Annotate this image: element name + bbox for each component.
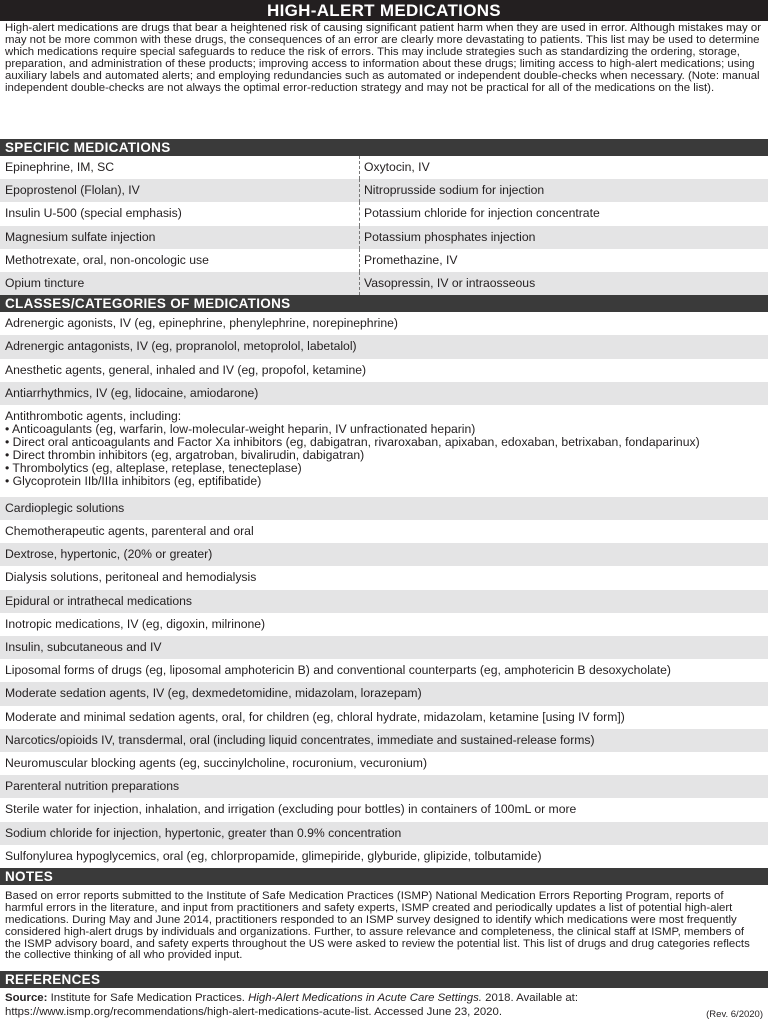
class-row-antithrombotic <box>0 405 768 497</box>
specific-medications-heading: SPECIFIC MEDICATIONS <box>0 139 768 156</box>
specific-med-right: Nitroprusside sodium for injection <box>359 179 768 202</box>
notes-paragraph: Based on error reports submitted to the Institute of Safe Medication Practices (ISMP) National Medication Errors Reporting Program, reports of harmful errors in the literature, and input from practitioners and safety experts, ISMP created and periodically updates a list of potential high-alert medications. During May and June 2014, practitioners responded to an ISMP survey designed to identify which medications were most frequently considered high-alert drugs by individuals and organizations. Further, to assure relevance and completeness, the clinical staff at ISMP, members of the ISMP advisory board, and safety experts throughout the US were asked to review the potential list. This list of drugs and drug categories reflects the collective thinking of all who provided input. <box>5 889 750 962</box>
class-row: Chemotherapeutic agents, parenteral and oral <box>5 524 254 539</box>
class-row: Insulin, subcutaneous and IV <box>0 636 768 659</box>
class-row: Sodium chloride for injection, hypertonic, greater than 0.9% concentration <box>0 822 768 845</box>
intro-paragraph: High-alert medications are drugs that bear a heightened risk of causing significant patient harm when they are used in error. Although mistakes may or may not be more common with these drugs, the consequences of an error are clearly more devastating to patients. This list may be used to determine which medications require special safeguards to reduce the risk of errors. This may include strategies such as standardizing the ordering, storage, preparation, and administration of these products; improving access to information about these drugs; limiting access to high-alert medications; using auxiliary labels and automated alerts; and employing redundancies such as automated or independent double-checks when necessary. (Note: manual independent double-checks are not always the optimal error-reduction strategy and may not be practical for all of the medications on the list). <box>5 22 761 94</box>
class-row: Anesthetic agents, general, inhaled and IV (eg, propofol, ketamine) <box>5 362 367 377</box>
antithrombotic-bullet: • Glycoprotein IIb/IIIa inhibitors (eg, eptifibatide) <box>5 473 262 488</box>
class-row: Narcotics/opioids IV, transdermal, oral (including liquid concentrates, immediate and sustained-release forms) <box>0 729 768 752</box>
specific-med-left: Magnesium sulfate injection <box>0 226 359 249</box>
references-heading: REFERENCES <box>0 971 768 988</box>
notes-heading: NOTES <box>0 868 768 885</box>
class-row: Dextrose, hypertonic, (20% or greater) <box>0 543 768 566</box>
source-rest: 2018. Available at: https://www.ismp.org/recommendations/high-alert-medications-acute-list. Accessed June 23, 2020. <box>5 991 579 1018</box>
class-row: Sterile water for injection, inhalation, and irrigation (excluding pour bottles) in containers of 100mL or more <box>5 802 577 817</box>
class-row: Sulfonylurea hypoglycemics, oral (eg, chlorpropamide, glimepiride, glyburide, glipizide, tolbutamide) <box>5 848 542 863</box>
class-row: Dialysis solutions, peritoneal and hemodialysis <box>5 570 257 585</box>
specific-med-left: Insulin U-500 (special emphasis) <box>5 206 182 221</box>
antithrombotic-bullet: • Direct thrombin inhibitors (eg, argatroban, bivalirudin, dabigatran) <box>5 447 365 462</box>
class-row: Neuromuscular blocking agents (eg, succinylcholine, rocuronium, vecuronium) <box>5 755 428 770</box>
class-row: Moderate sedation agents, IV (eg, dexmedetomidine, midazolam, lorazepam) <box>0 682 768 705</box>
antithrombotic-bullet: • Thrombolytics (eg, alteplase, reteplase, tenecteplase) <box>5 460 302 475</box>
antithrombotic-bullet: • Direct oral anticoagulants and Factor Xa inhibitors (eg, dabigatran, rivaroxaban, apixaban, edoxaban, betrixaban, fondaparinux) <box>5 434 700 449</box>
revision-label: (Rev. 6/2020) <box>706 1008 763 1020</box>
class-row: Liposomal forms of drugs (eg, liposomal amphotericin B) and conventional counterparts (eg, amphotericin B desoxycholate) <box>5 663 671 678</box>
specific-med-right: Potassium phosphates injection <box>359 226 768 249</box>
references-paragraph <box>0 988 768 1026</box>
specific-medications-table <box>0 156 768 295</box>
specific-med-right: Potassium chloride for injection concentrate <box>359 202 768 225</box>
class-row: Antiarrhythmics, IV (eg, lidocaine, amiodarone) <box>0 382 768 405</box>
specific-med-left: Epinephrine, IM, SC <box>5 160 115 174</box>
source-title: High-Alert Medications in Acute Care Settings. <box>248 991 482 1004</box>
antithrombotic-label: Antithrombotic agents, including: <box>5 408 182 423</box>
antithrombotic-bullet: • Anticoagulants (eg, warfarin, low-molecular-weight heparin, IV unfractionated heparin) <box>5 421 476 436</box>
class-row: Adrenergic antagonists, IV (eg, propranolol, metoprolol, labetalol) <box>0 335 768 358</box>
specific-med-left: Methotrexate, oral, non-oncologic use <box>5 252 209 267</box>
source-text: Institute for Safe Medication Practices. <box>47 991 249 1004</box>
class-row: Epidural or intrathecal medications <box>0 590 768 613</box>
source-label: Source: <box>5 991 48 1004</box>
classes-heading: CLASSES/CATEGORIES OF MEDICATIONS <box>0 295 768 312</box>
class-row: Moderate and minimal sedation agents, oral, for children (eg, chloral hydrate, midazolam, ketamine [using IV form]) <box>5 709 625 724</box>
classes-list <box>0 312 768 868</box>
specific-med-left: Epoprostenol (Flolan), IV <box>0 179 359 202</box>
class-row: Inotropic medications, IV (eg, digoxin, milrinone) <box>5 616 266 631</box>
specific-med-right: Oxytocin, IV <box>359 156 768 179</box>
class-row: Cardioplegic solutions <box>0 497 768 520</box>
specific-med-right: Vasopressin, IV or intraosseous <box>359 272 768 295</box>
specific-med-left: Opium tincture <box>0 272 359 295</box>
specific-med-right: Promethazine, IV <box>359 249 768 272</box>
class-row: Adrenergic agonists, IV (eg, epinephrine, phenylephrine, norepinephrine) <box>5 316 398 331</box>
document-title: HIGH-ALERT MEDICATIONS <box>0 0 768 21</box>
class-row: Parenteral nutrition preparations <box>0 775 768 798</box>
